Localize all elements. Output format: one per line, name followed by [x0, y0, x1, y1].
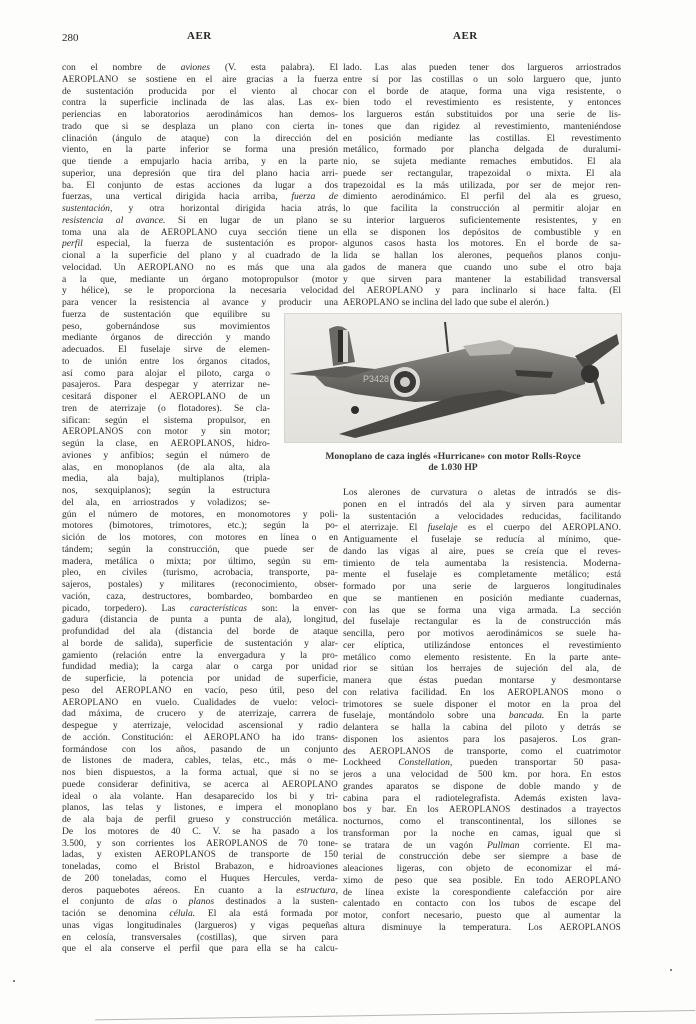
text-line: tándem; según la construcción, que puede ser de: [62, 543, 338, 555]
text-line: a la que, mediante un órgano motopropulsor (motor: [62, 273, 338, 285]
text-line: formado por una serie de largueros longitudinales: [343, 581, 621, 592]
text-line: fuerza de sustentación que equilibre su: [62, 308, 270, 320]
small-caps-headword: AEROPLANOS: [559, 921, 621, 932]
text-line: de línea existe la corespondiente calefacción por aire: [343, 886, 621, 898]
text-line: sajeros, postales) y militares (reconocimiento, obser-: [62, 579, 338, 590]
text-line: su interior largueros suficientemente resistentes, y en: [343, 214, 621, 226]
small-caps-headword: AEROPLANO: [62, 696, 119, 707]
text-line: de ala baja de perfil grueso y construcción metálica.: [62, 814, 338, 825]
italic-term: características: [189, 602, 247, 614]
italic-term: bancada.: [508, 710, 545, 722]
text-line: 3.500, y son corrientes los AEROPLANOS de 70 tone-: [62, 837, 338, 849]
small-caps-headword: AEROPLANOS: [206, 837, 268, 848]
text-line: De los motores de 40 C. V. se ha pasado a los: [62, 825, 338, 837]
aircraft-illustration: [285, 314, 621, 442]
running-head-left: AER: [187, 30, 212, 42]
text-line: metálico como elemento resistente. En la parte ante-: [343, 651, 621, 663]
text-line: gados de manera que cuando uno sube el otro baja: [343, 261, 621, 273]
text-line: según la clase, en AEROPLANOS, hidro-: [62, 438, 270, 449]
small-caps-headword: AEROPLANO: [137, 261, 194, 272]
scan-speck: [13, 980, 15, 982]
text-line: tones que dan rigidez al revestimiento, manteniéndose: [343, 120, 621, 132]
small-caps-headword: AEROPLANOS: [507, 686, 569, 697]
text-line: picado, torpedero). Las características son: la enver-: [62, 602, 338, 614]
text-line: ponen en el intradós del ala y sirven para aumentar: [343, 498, 621, 510]
small-caps-headword: AEROPLANO: [562, 522, 619, 533]
text-line: nos, sexquiplanos); según la estructura: [62, 485, 270, 496]
small-caps-headword: AEROPLANOS: [369, 745, 431, 756]
text-line: adecuados. El fuselaje sirve de elemen-: [62, 344, 270, 355]
text-line: toneladas, como el Bristol Brabazon, e hidroaviones: [62, 861, 338, 872]
caption-line-2: de 1.030 HP: [428, 462, 478, 473]
italic-term: sustentación,: [62, 203, 113, 214]
text-line: del ala, en arriostrados y voladizos; se-: [62, 496, 270, 508]
left-column: [62, 62, 338, 955]
text-line: madera, metálica o mixta; por último, según su em-: [62, 555, 338, 567]
text-line: el conjunto de alas o planos destinados a la susten-: [62, 896, 338, 908]
small-caps-headword: AEROPLANO: [169, 391, 226, 401]
tailwheel: [351, 406, 359, 414]
text-line: sencilla, pero por motivos aerodinámicos se suele ha-: [343, 628, 621, 639]
text-line: disponen los asientos para los pasajeros. Los gran-: [343, 733, 621, 745]
right-column-bottom-text: [343, 487, 621, 934]
italic-term: fuerza de: [291, 191, 338, 203]
fin-flash-dark: [338, 330, 343, 362]
text-line: lado. Las alas pueden tener dos largueros arriostrados: [343, 62, 621, 73]
text-line: calentado en contacto con los tubos de escape del: [343, 898, 621, 910]
text-line: Lockheed Constellation, pueden transportar 50 pasa-: [343, 757, 621, 769]
small-caps-headword: AEROPLANOS: [62, 426, 124, 437]
text-line: contra la superficie inclinada de las alas. Las ex-: [62, 97, 338, 109]
text-line: la sustentación a velocidades reducidas, facilitando: [343, 510, 621, 522]
text-line: aviones y anfibios; según el número de: [62, 449, 270, 461]
scan-edge-line: [95, 1010, 695, 1020]
text-line: trapezoidal es la más utilizada, por ser de mejor ren-: [343, 179, 621, 191]
text-line: periencias en laboratorios aerodinámicos han demos-: [62, 109, 338, 120]
text-line: unas vigas longitudinales (largueros) y vigas pequeñas: [62, 919, 338, 931]
text-line: fuerzas, una vertical dirigida hacia arriba, fuerza de: [62, 191, 338, 203]
figure-caption: [285, 451, 621, 473]
italic-term: célula.: [169, 908, 196, 919]
caption-line-1: Monoplano de caza inglés «Hurricane» con motor Rolls-Royce: [325, 451, 581, 462]
scan-speck: [670, 969, 672, 971]
small-caps-headword: AEROPLANO: [62, 73, 119, 84]
text-line: sustentación, y otra horizontal dirigida hacia atrás,: [62, 203, 338, 214]
small-caps-headword: AEROPLANO: [564, 874, 621, 885]
text-line: profundidad del ala (distancia del borde de ataque: [62, 626, 338, 637]
text-line: transforman por la noche en camas, igual que si: [343, 827, 621, 839]
text-line: de superficie, la potencia por unidad de superficie,: [62, 673, 338, 684]
text-line: viento, en la parte inferior se forma una presión: [62, 144, 338, 156]
right-column-bottom: [343, 487, 621, 934]
text-line: de acción. Constitución: el AEROPLANO ha ido trans-: [62, 731, 338, 743]
italic-term: alas: [145, 896, 162, 908]
text-line: entre sí por las costillas o un solo larguero que, junto: [343, 73, 621, 85]
text-line: para vencer la resistencia al avance y producir una: [62, 297, 338, 308]
text-line: superior, una depresión que tira del plano hacia arri-: [62, 167, 338, 179]
text-line: delantera se halla la cabina del piloto y detrás se: [343, 722, 621, 733]
text-line: peso, gobernándose sus movimientos: [62, 320, 270, 332]
text-line: que se mantienen en posición mediante cuadernas,: [343, 592, 621, 604]
running-head-right: AER: [453, 30, 478, 42]
small-caps-headword: AEROPLANO: [281, 778, 338, 789]
text-line: ba. El conjunto de estas acciones da lugar a dos: [62, 179, 338, 191]
text-line: dimiento aerodinámico. El perfil del ala es grueso,: [343, 191, 621, 203]
text-line: fundidad media); la carga alar o carga por unidad: [62, 661, 338, 673]
roundel-center: [400, 377, 410, 387]
text-line: fuselaje, montándolo sobre una bancada. En la parte: [343, 710, 621, 722]
text-line: gadura (distancia de punta a punta de ala), longitud,: [62, 614, 338, 626]
right-column-top: [343, 62, 621, 309]
text-line: pasajeros. Para despegar y aterrizar ne-: [62, 379, 270, 391]
text-line: peso del AEROPLANO en vacío, peso útil, peso del: [62, 684, 338, 696]
text-line: jeros a una velocidad de 500 km. por hora. En estos: [343, 769, 621, 780]
text-line: de 200 toneladas, como el Huques Hercules, verda-: [62, 872, 338, 884]
text-line: Los alerones de curvatura o aletas de intradós se dis-: [343, 487, 621, 498]
fuselage-code: P3428: [363, 374, 390, 384]
text-line: con las que se forma una viga armada. La sección: [343, 604, 621, 616]
text-line: sición de los motores, con motores en línea o en: [62, 532, 338, 543]
text-line: dad máxima, de crucero y de aterrizaje, carrera de: [62, 708, 338, 720]
fin-flash-light: [343, 330, 348, 362]
text-line: que el ala conserve el perfil que para ella se ha calcu-: [62, 943, 338, 955]
text-line: de listones de madera, cables, telas, etc., más o me-: [62, 755, 338, 767]
text-line: cer elíptica, utilizándose entonces el revestimiento: [343, 639, 621, 651]
italic-term: Pullman: [486, 839, 520, 851]
text-line: y que sirven para mantener la estabilidad transversal: [343, 273, 621, 285]
text-line: así como para alojar el piloto, carga o: [62, 367, 270, 379]
text-line: metálico, formado por plancha delgada de duralumi-: [343, 144, 621, 156]
text-line: AEROPLANOS con motor y sin motor;: [62, 426, 270, 438]
text-line: lo que facilita la construcción al permitir alojar en: [343, 203, 621, 214]
text-line: manera que éstas puedan montarse y desmontarse: [343, 675, 621, 686]
text-line: y hélice), se le proporciona la necesaria velocidad: [62, 285, 338, 297]
small-caps-headword: AEROPLANO: [203, 731, 260, 742]
text-line: se tratara de un vagón Pullman corriente. El ma-: [343, 839, 621, 851]
text-line: clinación (ángulo de ataque) con la dirección del: [62, 132, 338, 144]
text-line: formándose con los años, pasando de un conjunto: [62, 743, 338, 755]
right-column-top-text: [343, 62, 621, 309]
page-number: 280: [62, 32, 79, 44]
text-line: AEROPLANO en vuelo. Cualidades de vuelo: veloci-: [62, 696, 338, 708]
left-column-bottom: [62, 509, 338, 956]
text-line: cesitará disponer el AEROPLANO de un: [62, 391, 270, 402]
text-line: timiento de tela aumentaba la resistencia. Moderna-: [343, 557, 621, 569]
text-line: del AEROPLANO y para inclinarlo si hace falta. (El: [343, 285, 621, 297]
text-line: del fuselaje rectangular es la de construcción más: [343, 616, 621, 628]
text-line: ella se disponen los depósitos de combustible y en: [343, 226, 621, 238]
small-caps-headword: AEROPLANO: [366, 285, 424, 296]
text-line: deros paquebotes aéreos. En cuanto a la estructura,: [62, 884, 338, 896]
text-line: mente el fuselaje es completamente metálico; está: [343, 569, 621, 581]
text-line: tación se denomina célula. El ala está formada por: [62, 908, 338, 919]
text-line: con relativa facilidad. En los AEROPLANOS mono o: [343, 686, 621, 698]
text-line: despegue y aterrizaje, velocidad ascensional y radio: [62, 720, 338, 731]
small-caps-headword: AEROPLANOS: [170, 438, 233, 448]
small-caps-headword: AEROPLANO: [343, 297, 400, 307]
text-line: altura disminuye la temperatura. Los AEROPLANOS: [343, 921, 621, 933]
text-line: alas, en monoplanos (de ala alta, ala: [62, 461, 270, 473]
italic-term: fuselaje: [427, 522, 458, 534]
text-line: cional a la superficie del plano y al cuadrado de la: [62, 250, 338, 261]
text-line: pleo, en civiles (turismo, acrobacia, transporte, pa-: [62, 567, 338, 579]
text-line: el aterrizaje. El fuselaje es el cuerpo del AEROPLANO.: [343, 522, 621, 534]
text-line: gún el número de motores, en monomotores y poli-: [62, 508, 338, 520]
text-line: nos bien dispuestos, a la forma actual, que si no se: [62, 767, 338, 778]
hurricane-photo: [284, 313, 622, 443]
text-line: bos y bar. En los AEROPLANOS destinados a trayectos: [343, 804, 621, 816]
left-column-full-width: [62, 62, 338, 309]
text-line: cabina para el radiotelegrafista. Además existen lava-: [343, 792, 621, 804]
small-caps-headword: AEROPLANO: [160, 226, 218, 237]
text-line: terial de construcción debe ser siempre a base de: [343, 851, 621, 863]
italic-term: Constellation,: [398, 757, 453, 769]
text-line: en celosía, transversales (costillas), que sirven para: [62, 931, 338, 943]
text-line: con el nombre de aviones (V. esta palabra). El: [62, 62, 338, 73]
text-line: sifican: según el sistema propulsor, en: [62, 414, 270, 426]
text-line: con el borde de ataque, forma una viga resistente, o: [343, 85, 621, 97]
text-line: bien todo el revestimiento es resistente, y entonces: [343, 97, 621, 109]
text-line: motor, confort necesario, puesto que al aumentar la: [343, 910, 621, 921]
italic-term: perfil: [62, 238, 83, 250]
text-line: motores (bimotores, trimotores, etc.); según la po-: [62, 520, 338, 532]
small-caps-headword: AEROPLANOS: [154, 849, 216, 860]
italic-term: estructura,: [296, 884, 338, 896]
text-line: puede ser rectangular, trapezoidal o mixta. El ala: [343, 167, 621, 179]
text-line: trimotores se suele disponer el motor en la proa del: [343, 698, 621, 710]
text-line: dando las vigas al aire, pues se creía que el reves-: [343, 545, 621, 557]
text-line: grandes aparatos se dispone de doble mando y de: [343, 780, 621, 792]
text-line: toma una ala de AEROPLANO cuya sección tiene un: [62, 226, 338, 238]
text-line: en posición mediante las costillas. El revestimento: [343, 132, 621, 144]
text-line: que tiende a empujarlo hacia arriba, y en la parte: [62, 156, 338, 167]
text-line: perfil especial, la fuerza de sustentación es propor-: [62, 238, 338, 250]
text-line: AEROPLANO se sostiene en el aire gracias a la fuerza: [62, 73, 338, 85]
text-line: to de unión entre los órganos citados,: [62, 355, 270, 367]
text-line: des AEROPLANOS de transporte, como el cuatrimotor: [343, 745, 621, 757]
text-line: de sustentación producida por el viento al chocar: [62, 85, 338, 97]
small-caps-headword: AEROPLANO: [115, 684, 172, 695]
text-line: velocidad. Un AEROPLANO no es más que una ala: [62, 261, 338, 273]
text-line: tren de aterrizaje (o flotadores). Se cla-: [62, 402, 270, 414]
italic-term: planos: [188, 896, 215, 908]
text-line: gamiento (relación entre la envergadura y la pro-: [62, 649, 338, 661]
text-line: vación, caza, destructores, bombardeo, bombardeo en: [62, 590, 338, 602]
text-line: planos, las telas y listones, e impera el monoplano: [62, 802, 338, 814]
text-line: puede considerar definitiva, se acerca al AEROPLANO: [62, 778, 338, 790]
text-line: ladas, y existen AEROPLANOS de transporte de 150: [62, 849, 338, 861]
italic-term: aviones: [180, 62, 210, 73]
text-line: nocturnos, como el transcontinental, los sillones se: [343, 816, 621, 827]
text-line: ideal o ala volante. Han desaparecido los bi y tri-: [62, 790, 338, 802]
text-line: mediante órganos de dirección y mando: [62, 332, 270, 344]
text-line: lida se hallan los alerones, pequeños planos conju-: [343, 250, 621, 261]
text-line: Antiguamente el fuselaje se reducía al mínimo, que-: [343, 534, 621, 545]
text-line: algunos casos hasta los motores. En el borde de sa-: [343, 238, 621, 250]
text-line: ximo de peso que sea posible. En todo AEROPLANO: [343, 874, 621, 886]
text-line: nio, se sujeta mediante remaches embutidos. El ala: [343, 156, 621, 167]
text-line: AEROPLANO se inclina del lado que sube el alerón.): [343, 297, 549, 308]
text-line: trado que si se desplaza un plano con cierta in-: [62, 120, 338, 132]
text-line: rior se sitúan los herrajes de sujeción del ala, de: [343, 663, 621, 675]
text-line: al borde de salida), superficie de sustentación y alar-: [62, 637, 338, 649]
text-line: aleaciones ligeras, con objeto de economizar el má-: [343, 863, 621, 874]
italic-term: resistencia al avance.: [62, 214, 166, 226]
text-line: los largueros están substituidos por una serie de lis-: [343, 109, 621, 120]
text-line: resistencia al avance. Si en lugar de un plano se: [62, 214, 338, 226]
text-line: media, ala baja), multiplanos (tripla-: [62, 473, 270, 485]
small-caps-headword: AEROPLANOS: [448, 804, 511, 815]
